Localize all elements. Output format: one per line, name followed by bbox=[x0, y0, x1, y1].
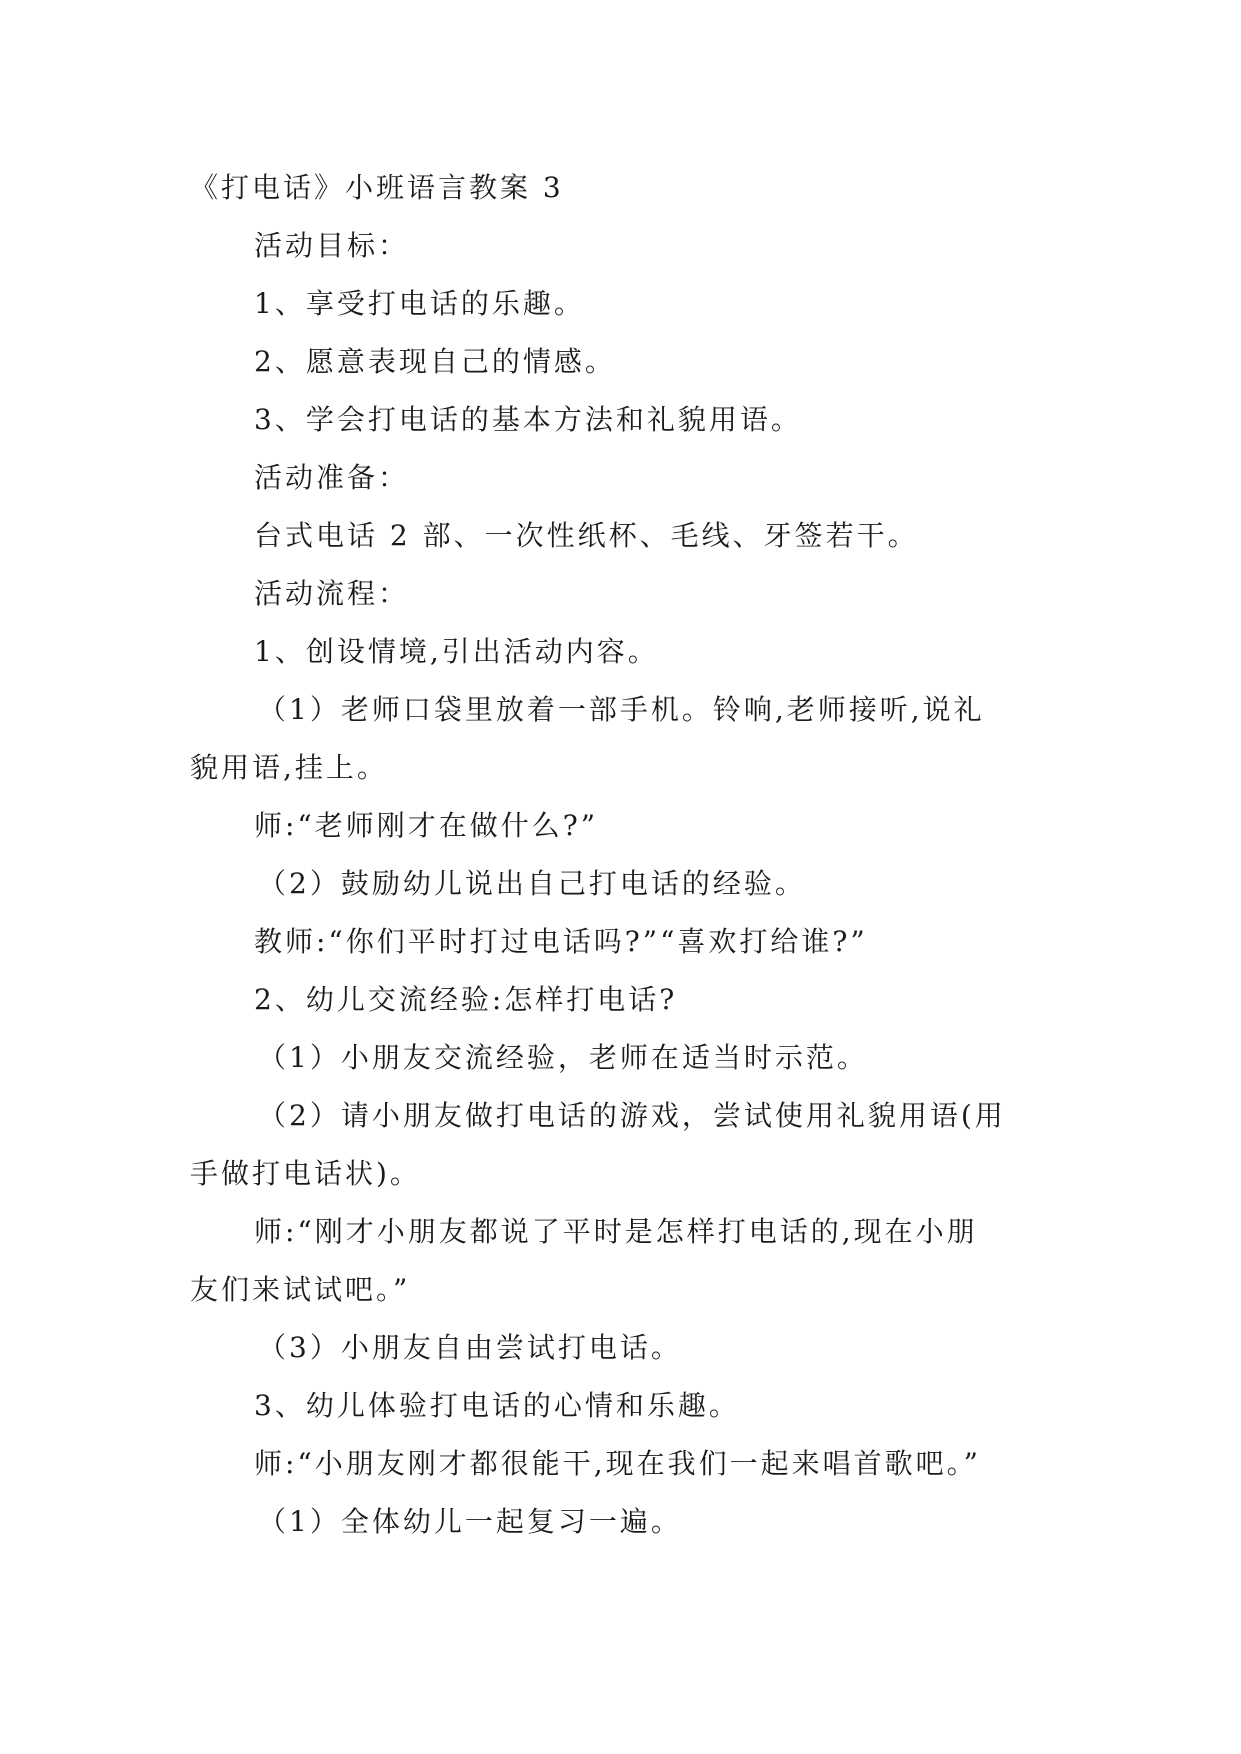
paragraph: （1）老师口袋里放着一部手机。铃响,老师接听,说礼 bbox=[258, 693, 985, 726]
paragraph: 2、幼儿交流经验:怎样打电话? bbox=[254, 983, 678, 1016]
paragraph: （2）鼓励幼儿说出自己打电话的经验。 bbox=[258, 867, 806, 900]
paragraph: 教师:“你们平时打过电话吗?”“喜欢打给谁?” bbox=[254, 925, 868, 958]
paragraph-continuation: 手做打电话状)。 bbox=[190, 1157, 421, 1190]
paragraph: 3、学会打电话的基本方法和礼貌用语。 bbox=[254, 403, 802, 436]
paragraph-continuation: 貌用语,挂上。 bbox=[190, 751, 388, 784]
paragraph: 台式电话 2 部、一次性纸杯、毛线、牙签若干。 bbox=[254, 519, 919, 552]
paragraph: 师:“老师刚才在做什么?” bbox=[254, 809, 599, 842]
paragraph: （3）小朋友自由尝试打电话。 bbox=[258, 1331, 682, 1364]
paragraph: 2、愿意表现自己的情感。 bbox=[254, 345, 616, 378]
paragraph: 师:“小朋友刚才都很能干,现在我们一起来唱首歌吧。” bbox=[254, 1447, 981, 1480]
paragraph-continuation: 友们来试试吧。” bbox=[190, 1273, 411, 1306]
section-heading-preparation: 活动准备： bbox=[254, 461, 410, 494]
section-heading-goals: 活动目标： bbox=[254, 229, 410, 262]
paragraph: 3、幼儿体验打电话的心情和乐趣。 bbox=[254, 1389, 740, 1422]
paragraph: （1）小朋友交流经验，老师在适当时示范。 bbox=[258, 1041, 868, 1074]
paragraph: 师:“刚才小朋友都说了平时是怎样打电话的,现在小朋 bbox=[254, 1215, 978, 1248]
document-title: 《打电话》小班语言教案 3 bbox=[190, 171, 564, 204]
paragraph: （1）全体幼儿一起复习一遍。 bbox=[258, 1505, 682, 1538]
paragraph: （2）请小朋友做打电话的游戏，尝试使用礼貌用语(用 bbox=[258, 1099, 1006, 1132]
section-heading-process: 活动流程： bbox=[254, 577, 410, 610]
paragraph: 1、创设情境,引出活动内容。 bbox=[254, 635, 659, 668]
paragraph: 1、享受打电话的乐趣。 bbox=[254, 287, 585, 320]
